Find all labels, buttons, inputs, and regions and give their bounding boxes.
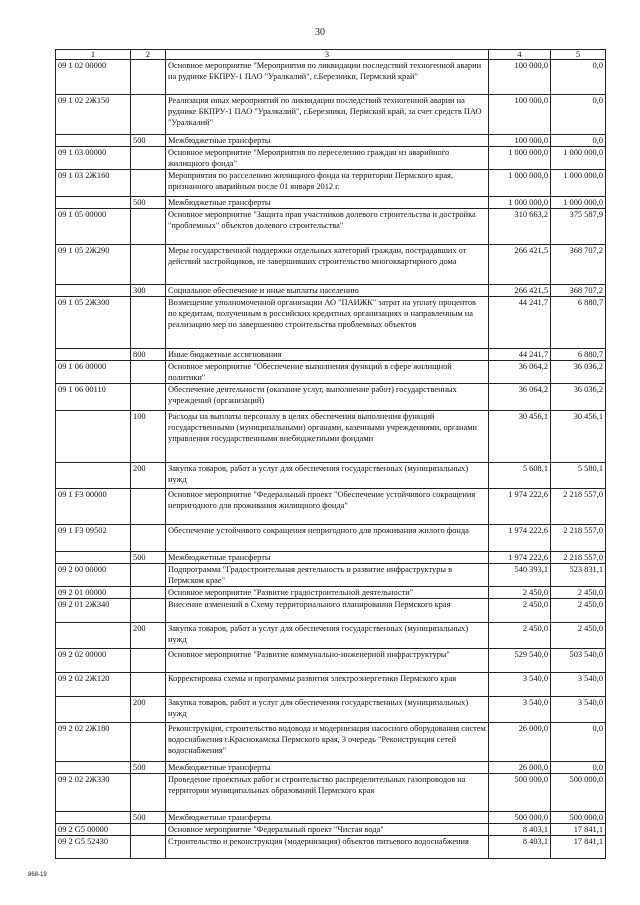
table-row	[56, 384, 606, 411]
row-amount-1: 2 450,0	[489, 623, 551, 649]
row-expense-type	[131, 245, 166, 285]
row-expense-type	[131, 649, 166, 673]
row-name: Внесение изменений в Схему территориального планирования Пермского края	[166, 599, 489, 623]
row-amount-1: 2 450,0	[489, 599, 551, 623]
row-code: 09 1 03 00000	[56, 147, 131, 170]
row-amount-2: 500 000,0	[551, 812, 606, 824]
table-row	[56, 564, 606, 587]
row-amount-1: 44 241,7	[489, 297, 551, 349]
row-name: Закупка товаров, работ и услуг для обеспечения государственных (муниципальных) нужд	[166, 463, 489, 489]
row-expense-type	[131, 361, 166, 384]
table-header-row	[56, 50, 606, 60]
row-code: 09 1 05 00000	[56, 209, 131, 245]
row-amount-1: 5 608,1	[489, 463, 551, 489]
row-amount-2: 3 540,0	[551, 697, 606, 723]
row-code: 09 2 G5 00000	[56, 824, 131, 836]
row-name: Основное мероприятие "Защита прав участников долевого строительства и достройка "проблемных" объектов долевого строительства"	[166, 209, 489, 245]
row-code: 09 1 F3 00000	[56, 489, 131, 525]
row-code: 09 1 02 00000	[56, 60, 131, 95]
row-name: Иные бюджетные ассигнования	[166, 349, 489, 361]
row-name: Мероприятия по расселению жилищного фонда на территории Пермского края, признанного аварийным после 01 января 2012 г.	[166, 170, 489, 197]
row-amount-2: 523 831,1	[551, 564, 606, 587]
table-row	[56, 836, 606, 859]
row-code: 09 1 06 00000	[56, 361, 131, 384]
row-code	[56, 285, 131, 297]
document-code: 868-19	[28, 872, 47, 878]
table-row	[56, 824, 606, 836]
row-amount-1: 1 974 222,6	[489, 489, 551, 525]
row-name: Социальное обеспечение и иные выплаты населению	[166, 285, 489, 297]
row-code: 09 1 06 00110	[56, 384, 131, 411]
row-amount-1: 500 000,0	[489, 774, 551, 812]
row-code: 09 1 05 2Ж300	[56, 297, 131, 349]
row-amount-2: 375 587,9	[551, 209, 606, 245]
row-amount-1: 1 000 000,0	[489, 147, 551, 170]
row-amount-2: 368 707,2	[551, 285, 606, 297]
row-expense-type	[131, 170, 166, 197]
row-name: Реконструкция, строительство водовода и модернизация насосного оборудования систем водоснабжения г.Краснокамска Пермского края, 3 очередь "Реконструкция сетей водоснабжения"	[166, 723, 489, 762]
row-amount-1: 44 241,7	[489, 349, 551, 361]
row-amount-2: 36 036,2	[551, 384, 606, 411]
table-row	[56, 297, 606, 349]
row-amount-1: 1 000 000,0	[489, 197, 551, 209]
table-row	[56, 95, 606, 135]
row-amount-1: 266 421,5	[489, 245, 551, 285]
row-code: 09 1 03 2Ж160	[56, 170, 131, 197]
row-code	[56, 552, 131, 564]
table-row	[56, 762, 606, 774]
table-row	[56, 411, 606, 463]
row-amount-2: 3 540,0	[551, 673, 606, 697]
row-expense-type: 200	[131, 697, 166, 723]
row-code: 09 2 02 2Ж180	[56, 723, 131, 762]
row-amount-1: 2 450,0	[489, 587, 551, 599]
row-expense-type: 200	[131, 463, 166, 489]
row-code	[56, 197, 131, 209]
row-amount-1: 500 000,0	[489, 812, 551, 824]
row-expense-type	[131, 95, 166, 135]
row-expense-type	[131, 723, 166, 762]
row-name: Проведение проектных работ и строительство распределительных газопроводов на территории муниципальных образований Пермского края	[166, 774, 489, 812]
table-row	[56, 170, 606, 197]
row-code: 09 2 02 00000	[56, 649, 131, 673]
row-amount-1: 1 974 222,6	[489, 552, 551, 564]
column-header-amount-1: 4	[489, 50, 551, 60]
row-amount-1: 30 456,1	[489, 411, 551, 463]
row-amount-1: 100 000,0	[489, 135, 551, 147]
row-amount-2: 2 218 557,0	[551, 552, 606, 564]
table-row	[56, 525, 606, 552]
row-code: 09 1 02 2Ж150	[56, 95, 131, 135]
row-code	[56, 697, 131, 723]
row-amount-2: 5 580,1	[551, 463, 606, 489]
row-amount-1: 8 403,1	[489, 824, 551, 836]
row-amount-2: 368 707,2	[551, 245, 606, 285]
row-amount-2: 30 456,1	[551, 411, 606, 463]
row-name: Межбюджетные трансферты	[166, 812, 489, 824]
table-row	[56, 587, 606, 599]
row-amount-2: 1 000 000,0	[551, 197, 606, 209]
table-row	[56, 697, 606, 723]
table-row	[56, 361, 606, 384]
row-amount-2: 6 880,7	[551, 349, 606, 361]
row-code: 09 2 01 2Ж340	[56, 599, 131, 623]
table-row	[56, 673, 606, 697]
row-amount-1: 3 540,0	[489, 673, 551, 697]
row-name: Межбюджетные трансферты	[166, 762, 489, 774]
row-expense-type	[131, 564, 166, 587]
table-row	[56, 135, 606, 147]
row-code: 09 1 F3 09502	[56, 525, 131, 552]
row-expense-type	[131, 297, 166, 349]
row-code: 09 2 02 2Ж330	[56, 774, 131, 812]
page-number: 30	[315, 27, 325, 38]
row-name: Межбюджетные трансферты	[166, 135, 489, 147]
table-row	[56, 147, 606, 170]
row-amount-2: 17 841,1	[551, 824, 606, 836]
row-amount-2: 0,0	[551, 762, 606, 774]
row-expense-type: 500	[131, 552, 166, 564]
budget-table	[55, 49, 606, 859]
row-name: Межбюджетные трансферты	[166, 552, 489, 564]
row-name: Обеспечение устойчивого сокращения непригодного для проживания жилого фонда	[166, 525, 489, 552]
row-name: Основное мероприятие "Развитие коммунально-инженерной инфраструктуры"	[166, 649, 489, 673]
row-amount-2: 503 540,0	[551, 649, 606, 673]
row-amount-2: 36 036,2	[551, 361, 606, 384]
table-row	[56, 463, 606, 489]
row-amount-2: 0,0	[551, 723, 606, 762]
table-row	[56, 60, 606, 95]
row-amount-1: 100 000,0	[489, 60, 551, 95]
row-name: Основное мероприятие "Обеспечение выполнения функций в сфере жилищной политики"	[166, 361, 489, 384]
column-header-name: 3	[166, 50, 489, 60]
table-row	[56, 723, 606, 762]
row-name: Основное мероприятие "Федеральный проект "Обеспечение устойчивого сокращения непригодного для проживания жилищного фонда"	[166, 489, 489, 525]
row-expense-type	[131, 673, 166, 697]
row-code	[56, 623, 131, 649]
table-row	[56, 774, 606, 812]
row-code	[56, 812, 131, 824]
table-row	[56, 209, 606, 245]
row-amount-1: 26 000,0	[489, 762, 551, 774]
row-amount-1: 529 540,0	[489, 649, 551, 673]
table-row	[56, 552, 606, 564]
row-amount-1: 26 000,0	[489, 723, 551, 762]
row-amount-1: 266 421,5	[489, 285, 551, 297]
table-row	[56, 349, 606, 361]
row-amount-2: 1 000 000,0	[551, 147, 606, 170]
row-name: Возмещение уполномоченной организации АО "ПАИЖК" затрат на уплату процентов по кредитам, полученным в российских кредитных организациях и направленным на реализацию мер по завершению строительства проблемных объектов	[166, 297, 489, 349]
row-name: Основное мероприятие "Развитие градостроительной деятельности"	[166, 587, 489, 599]
table-row	[56, 245, 606, 285]
row-expense-type	[131, 587, 166, 599]
row-code	[56, 349, 131, 361]
row-expense-type	[131, 147, 166, 170]
row-amount-2: 2 450,0	[551, 587, 606, 599]
table-row	[56, 285, 606, 297]
column-header-type: 2	[131, 50, 166, 60]
row-amount-2: 0,0	[551, 135, 606, 147]
row-name: Строительство и реконструкция (модернизация) объектов питьевого водоснабжения	[166, 836, 489, 859]
row-amount-2: 2 218 557,0	[551, 489, 606, 525]
row-expense-type: 500	[131, 812, 166, 824]
row-amount-2: 0,0	[551, 95, 606, 135]
row-code: 09 2 02 2Ж120	[56, 673, 131, 697]
row-code: 09 2 G5 52430	[56, 836, 131, 859]
row-amount-1: 1 000 000,0	[489, 170, 551, 197]
row-code	[56, 411, 131, 463]
row-amount-1: 1 974 222,6	[489, 525, 551, 552]
row-amount-1: 3 540,0	[489, 697, 551, 723]
row-amount-2: 1 000 000,0	[551, 170, 606, 197]
row-amount-1: 310 663,2	[489, 209, 551, 245]
row-code	[56, 463, 131, 489]
column-header-amount-2: 5	[551, 50, 606, 60]
row-code	[56, 135, 131, 147]
table-row	[56, 649, 606, 673]
row-expense-type	[131, 525, 166, 552]
row-amount-2: 0,0	[551, 60, 606, 95]
table-row	[56, 812, 606, 824]
row-amount-2: 2 450,0	[551, 599, 606, 623]
row-expense-type: 500	[131, 762, 166, 774]
row-name: Межбюджетные трансферты	[166, 197, 489, 209]
row-code: 09 2 00 00000	[56, 564, 131, 587]
row-expense-type	[131, 836, 166, 859]
row-amount-2: 6 880,7	[551, 297, 606, 349]
table-row	[56, 197, 606, 209]
row-code	[56, 762, 131, 774]
row-amount-2: 500 000,0	[551, 774, 606, 812]
table-row	[56, 623, 606, 649]
row-name: Подпрограмма "Градостроительная деятельность и развитие инфраструктуры в Пермском крае"	[166, 564, 489, 587]
row-expense-type: 500	[131, 135, 166, 147]
row-name: Меры государственной поддержки отдельных категорий граждан, пострадавших от действий застройщиков, не завершивших строительство многоквартирного дома	[166, 245, 489, 285]
row-expense-type	[131, 60, 166, 95]
row-amount-2: 2 450,0	[551, 623, 606, 649]
row-expense-type	[131, 384, 166, 411]
row-name: Закупка товаров, работ и услуг для обеспечения государственных (муниципальных) нужд	[166, 697, 489, 723]
column-header-code: 1	[56, 50, 131, 60]
row-expense-type	[131, 209, 166, 245]
row-amount-2: 17 841,1	[551, 836, 606, 859]
row-amount-1: 540 393,1	[489, 564, 551, 587]
row-name: Основное мероприятие "Мероприятия по переселению граждан из аварийного жилищного фонда"	[166, 147, 489, 170]
table-row	[56, 489, 606, 525]
row-name: Основное мероприятие "Федеральный проект "Чистая вода"	[166, 824, 489, 836]
row-expense-type	[131, 774, 166, 812]
row-name: Реализация иных мероприятий по ликвидации последствий техногенной аварии на руднике БКПРУ-1 ПАО "Уралкалий", г.Березники, Пермский край, за счет средств ПАО "Уралкалий"	[166, 95, 489, 135]
row-expense-type: 100	[131, 411, 166, 463]
row-amount-1: 36 064,2	[489, 384, 551, 411]
row-expense-type: 200	[131, 623, 166, 649]
row-expense-type: 500	[131, 197, 166, 209]
row-code: 09 2 01 00000	[56, 587, 131, 599]
row-code: 09 1 05 2Ж290	[56, 245, 131, 285]
row-amount-1: 100 000,0	[489, 95, 551, 135]
row-expense-type	[131, 489, 166, 525]
row-expense-type: 300	[131, 285, 166, 297]
row-name: Основное мероприятие "Мероприятия по ликвидации последствий техногенной аварии на руднике БКПРУ-1 ПАО "Уралкалий", г.Березники, Пермский край"	[166, 60, 489, 95]
row-expense-type: 800	[131, 349, 166, 361]
row-amount-1: 8 403,1	[489, 836, 551, 859]
row-name: Обеспечение деятельности (оказание услуг, выполнение работ) государственных учреждений (организаций)	[166, 384, 489, 411]
row-expense-type	[131, 599, 166, 623]
row-expense-type	[131, 824, 166, 836]
table-row	[56, 599, 606, 623]
row-name: Расходы на выплаты персоналу в целях обеспечения выполнения функций государственными (муниципальными) органами, казенными учреждениями, органами управления государственными внебюджетными фондами	[166, 411, 489, 463]
row-amount-1: 36 064,2	[489, 361, 551, 384]
row-amount-2: 2 218 557,0	[551, 525, 606, 552]
row-name: Закупка товаров, работ и услуг для обеспечения государственных (муниципальных) нужд	[166, 623, 489, 649]
row-name: Корректировка схемы и программы развития электроэнергетики Пермского края	[166, 673, 489, 697]
